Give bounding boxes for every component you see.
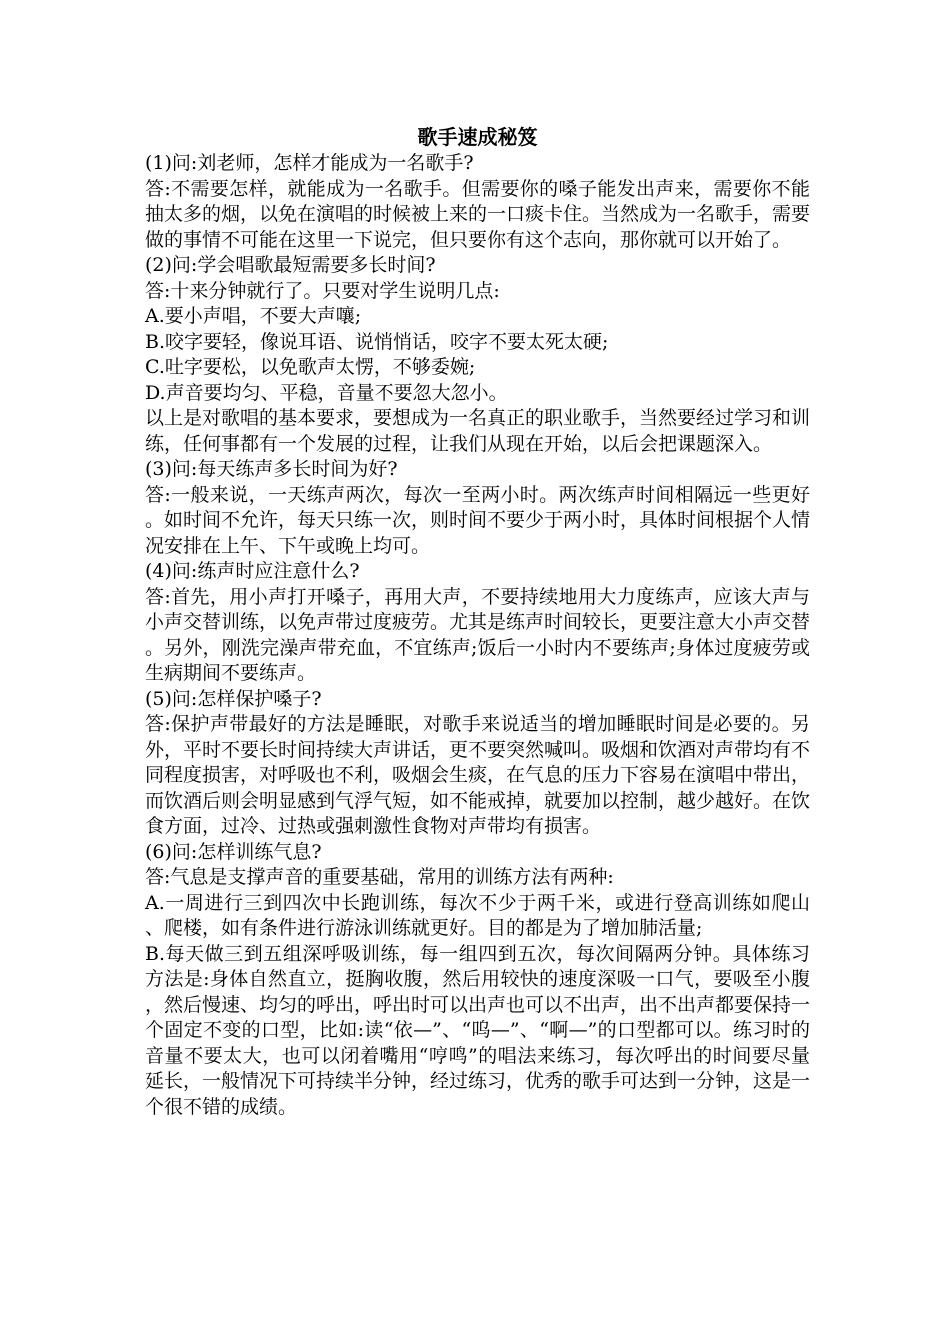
question-5: (5)问:怎样保护嗓子? xyxy=(145,687,322,710)
answer-2: 答:十来分钟就行了。只要对学生说明几点: xyxy=(145,279,500,302)
answer-6-item-a: A.一周进行三到四次中长跑训练，每次不少于两千米，或进行登高训练如爬山、爬楼，如有条件进行游泳训练就更好。目的都是为了增加肺活量; xyxy=(145,891,810,939)
answer-1: 答:不需要怎样，就能成为一名歌手。但需要你的嗓子能发出声来，需要你不能抽太多的烟，以免在演唱的时候被上来的一口痰卡住。当然成为一名歌手，需要做的事情不可能在这里一下说完，但只要你有这个志向，那你就可以开始了。 xyxy=(145,177,811,251)
question-4: (4)问:练声时应注意什么? xyxy=(145,560,360,582)
answer-5: 答:保护声带最好的方法是睡眠，对歌手来说适当的增加睡眠时间是必要的。另外，平时不要长时间持续大声讲话，更不要突然喊叫。吸烟和饮酒对声带均有不同程度损害，对呼吸也不利，吸烟会生痰，在气息的压力下容易在演唱中带出，而饮酒后则会明显感到气浮气短，如不能戒掉，就要加以控制，越少越好。在饮食方面，过冷、过热或强刺激性食物对声带均有损害。 xyxy=(145,713,811,837)
answer-2-item-c: C.吐字要松，以免歌声太愣，不够委婉; xyxy=(145,356,476,378)
document-page xyxy=(145,124,810,1120)
question-6: (6)问:怎样训练气息? xyxy=(145,840,322,863)
answer-2-item-a: A.要小声唱，不要大声嚷; xyxy=(145,305,362,327)
answer-6-item-b: B.每天做三到五组深呼吸训练，每一组四到五次，每次间隔两分钟。具体练习方法是:身体自然直立，挺胸收腹，然后用较快的速度深吸一口气，要吸至小腹，然后慢速、均匀的呼出，呼出时可以出声也可以不出声，出不出声都要保持一个固定不变的口型，比如:读“依—”、“呜—”、“啊—”的口型都可以。练习时的音量不要太大，也可以闭着嘴用“哼鸣”的唱法来练习，每次呼出的时间要尽量延长，一般情况下可持续半分钟，经过练习，优秀的歌手可达到一分钟，这是一个很不错的成绩。 xyxy=(145,942,811,1118)
answer-3: 答:一般来说，一天练声两次，每次一至两小时。两次练声时间相隔远一些更好。如时间不允许，每天只练一次，则时间不要少于两小时，具体时间根据个人情况安排在上午、下午或晚上均可。 xyxy=(145,483,811,557)
question-1: (1)问:刘老师，怎样才能成为一名歌手? xyxy=(145,152,474,174)
question-3: (3)问:每天练声多长时间为好? xyxy=(145,458,398,480)
answer-2-item-b: B.咬字要轻，像说耳语、说悄悄话，咬字不要太死太硬; xyxy=(145,330,609,353)
document-title: 歌手速成秘笈 xyxy=(417,125,538,149)
answer-2-summary: 以上是对歌唱的基本要求，要想成为一名真正的职业歌手，当然要经过学习和训练，任何事都有一个发展的过程，让我们从现在开始，以后会把课题深入。 xyxy=(145,407,811,455)
answer-4: 答:首先，用小声打开嗓子，再用大声，不要持续地用大力度练声，应该大声与小声交替训练，以免声带过度疲劳。尤其是练声时间较长，更要注意大小声交替。另外，刚洗完澡声带充血，不宜练声;饭后一小时内不要练声;身体过度疲劳或生病期间不要练声。 xyxy=(145,585,811,684)
answer-6: 答:气息是支撑声音的重要基础，常用的训练方法有两种: xyxy=(145,866,614,888)
question-2: (2)问:学会唱歌最短需要多长时间? xyxy=(145,254,436,276)
answer-2-item-d: D.声音要均匀、平稳，音量不要忽大忽小。 xyxy=(145,381,508,404)
